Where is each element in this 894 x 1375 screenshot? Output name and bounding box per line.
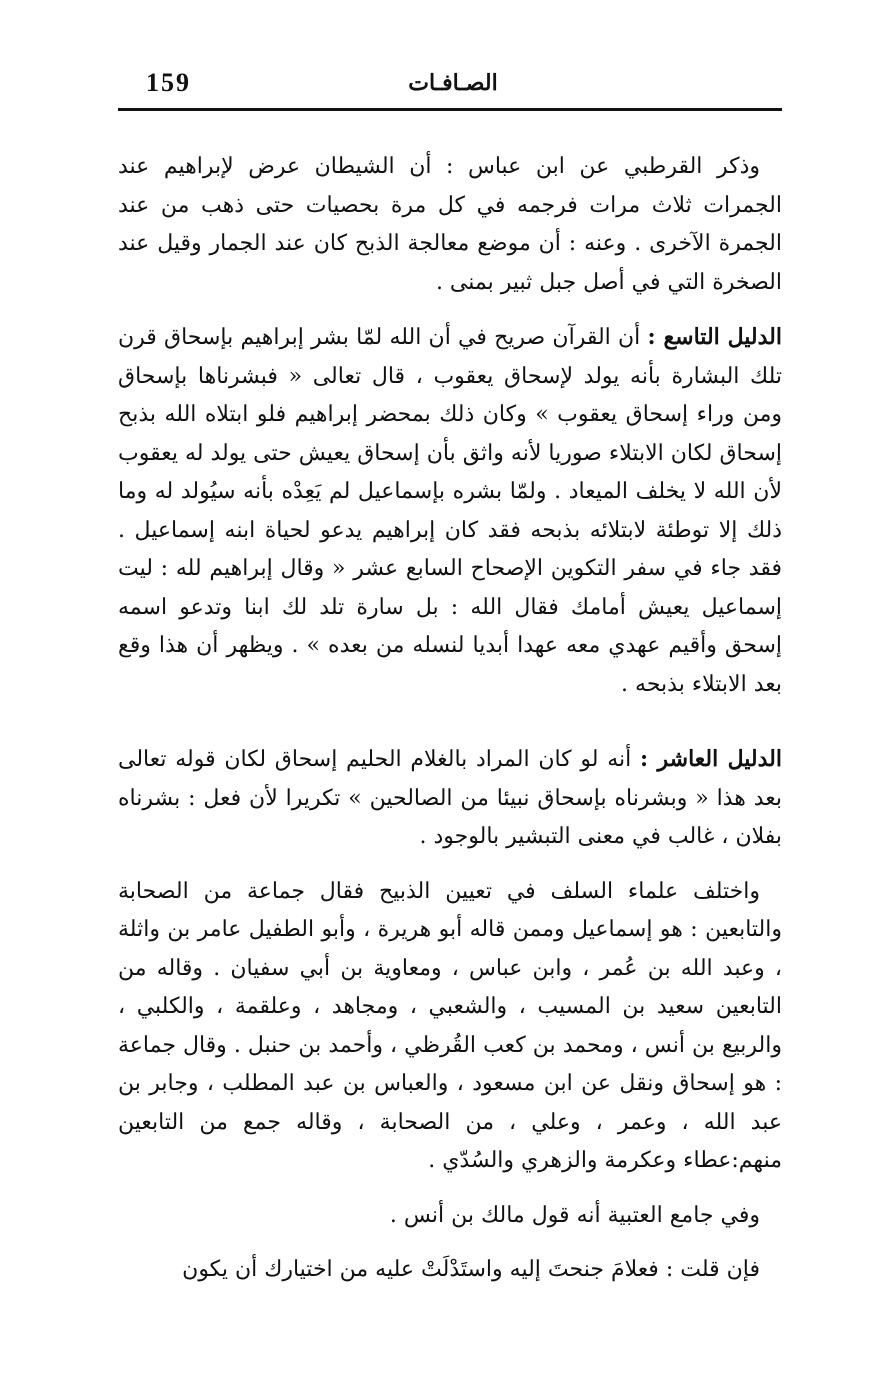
paragraph bbox=[118, 1251, 782, 1290]
paragraph-text: فإن قلت : فعلامَ جنحتَ إليه واستَدْلَتْ عليه من اختيارك أن يكون bbox=[182, 1257, 760, 1282]
paragraph-lead: الدليل التاسع : bbox=[647, 324, 782, 350]
paragraph-lead: الدليل العاشر : bbox=[639, 746, 782, 772]
page-number: 159 bbox=[146, 68, 191, 97]
paragraph bbox=[118, 1197, 782, 1236]
paragraph-text: أن القرآن صريح في أن الله لمّا بشر إبراهيم بإسحاق قرن تلك البشارة بأنه يولد لإسحاق يعقوب ، قال تعالى « فبشرناها بإسحاق ومن وراء إسحاق يعقوب » وكان ذلك بمحضر إبراهيم فلو ابتلاه الله بذبح إسحاق لكان الابتلاء صوريا لأنه واثق بأن إسحاق يعيش حتى يولد له يعقوب لأن الله لا يخلف الميعاد . ولمّا بشره بإسماعيل لم يَعِدْه بأنه سيُولد له وما ذلك إلا توطئة لابتلائه بذبحه فقد كان إبراهيم يدعو لحياة ابنه إسماعيل . فقد جاء في سفر التكوين الإصحاح السابع عشر « وقال إبراهيم لله : ليت إسماعيل يعيش أمامك فقال الله : بل سارة تلد لك ابنا وتدعو اسمه إسحق وأقيم عهدي معه عهدا أبديا لنسله من بعده » . ويظهر أن هذا وقع بعد الابتلاء بذبحه . bbox=[118, 325, 782, 697]
paragraph bbox=[118, 148, 782, 302]
main-text bbox=[118, 148, 782, 1290]
header-rule bbox=[118, 108, 782, 111]
paragraph-text: وذكر القرطبي عن ابن عباس : أن الشيطان عرض لإبراهيم عند الجمرات ثلاث مرات فرجمه في كل مرة بحصيات حتى ذهب من عند الجمرة الآخرى . وعنه : أن موضع معالجة الذبح كان عند الجمار وقيل عند الصخرة التي في أصل جبل ثبير بمنى . bbox=[118, 154, 782, 295]
paragraph-text: أنه لو كان المراد بالغلام الحليم إسحاق لكان قوله تعالى بعد هذا « وبشرناه بإسحاق نبيئا من الصالحين » تكريرا لأن فعل : بشرناه بفلان ، غالب في معنى التبشير بالوجود . bbox=[118, 747, 782, 849]
paragraph-text: وفي جامع العتبية أنه قول مالك بن أنس . bbox=[389, 1202, 760, 1228]
running-title: الصـافـات bbox=[408, 70, 498, 96]
page-header bbox=[118, 64, 782, 108]
paragraph bbox=[118, 873, 782, 1181]
paragraph bbox=[118, 318, 782, 704]
paragraph bbox=[118, 740, 782, 857]
paragraph-text: واختلف علماء السلف في تعيين الذبيح فقال جماعة من الصحابة والتابعين : هو إسماعيل وممن قاله أبو هريرة ، وأبو الطفيل عامر بن واثلة ، وعبد الله بن عُمر ، وابن عباس ، ومعاوية بن أبي سفيان . وقاله من التابعين سعيد بن المسيب ، والشعبي ، ومجاهد ، وعلقمة ، والكلبي ، والربيع بن أنس ، ومحمد بن كعب القُرظي ، وأحمد بن حنبل . وقال جماعة : هو إسحاق ونقل عن ابن مسعود ، والعباس بن عبد المطلب ، وجابر بن عبد الله ، وعمر ، وعلي ، من الصحابة ، وقاله جمع من التابعين منهم:عطاء وعكرمة والزهري والسُدّي . bbox=[118, 878, 782, 1173]
